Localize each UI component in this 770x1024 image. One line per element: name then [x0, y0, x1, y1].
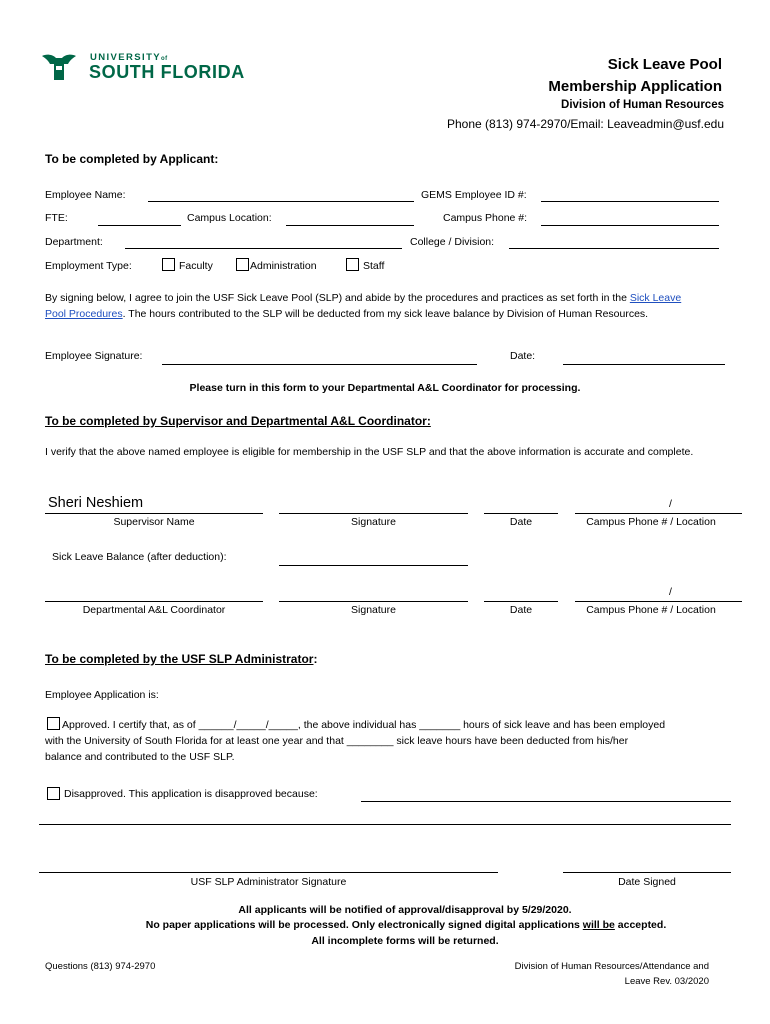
- sick-leave-balance-field[interactable]: [279, 565, 468, 566]
- form-title-line2: Membership Application: [548, 78, 722, 95]
- date-signed-label: Date Signed: [618, 876, 676, 888]
- faculty-checkbox[interactable]: [162, 258, 175, 271]
- coordinator-date-label: Date: [509, 604, 533, 616]
- employment-type-label: Employment Type:: [45, 260, 132, 272]
- footer-questions: Questions (813) 974-2970: [45, 961, 156, 972]
- supervisor-section-heading: To be completed by Supervisor and Departmental A&L Coordinator:: [45, 414, 431, 428]
- supervisor-phone-slash: /: [669, 498, 672, 510]
- college-division-field[interactable]: [509, 248, 719, 249]
- logo-university-text: UNIVERSITY: [90, 52, 162, 63]
- approved-hours-blank[interactable]: _______: [419, 719, 461, 731]
- agreement-text-part2: . The hours contributed to the SLP will be deducted from my sick leave balance by Division of Human Resources.: [122, 308, 649, 320]
- approved-text-line3: balance and contributed to the USF SLP.: [45, 751, 235, 763]
- notice-line2: [0, 919, 770, 931]
- administrator-heading-colon: :: [313, 652, 318, 666]
- agreement-text: [45, 290, 735, 322]
- verify-text: I verify that the above named employee is eligible for membership in the USF SLP and that the above information is accurate and complete.: [45, 446, 694, 458]
- supervisor-phone-location-field[interactable]: [575, 513, 742, 514]
- disapproved-checkbox[interactable]: [47, 787, 60, 800]
- notice-line2-part1: No paper applications will be processed. Only electronically signed digital applications: [145, 919, 583, 931]
- coordinator-name-field[interactable]: [45, 601, 263, 602]
- college-division-label: College / Division:: [410, 236, 495, 248]
- faculty-label: Faculty: [179, 260, 213, 272]
- approved-text-line1b: , the above individual has: [297, 719, 420, 731]
- disapproved-reason-field-line2[interactable]: [39, 824, 731, 825]
- approved-deducted-blank[interactable]: ________: [346, 735, 394, 747]
- division-name: Division of Human Resources: [561, 99, 724, 111]
- coordinator-phone-location-field[interactable]: [575, 601, 742, 602]
- administrator-section-heading: [45, 652, 317, 666]
- notice-line1: All applicants will be notified of approval/disapproval by 5/29/2020.: [238, 904, 572, 916]
- approved-text-line2b: sick leave hours have been deducted from his/her: [393, 735, 629, 747]
- agreement-text-part1: By signing below, I agree to join the USF Sick Leave Pool (SLP) and abide by the procedures and practices as set forth in the: [45, 292, 630, 304]
- administration-checkbox[interactable]: [236, 258, 249, 271]
- supervisor-signature-label: Signature: [351, 516, 396, 528]
- campus-location-field[interactable]: [286, 225, 414, 226]
- approved-date-blank[interactable]: ______/_____/_____: [198, 719, 298, 731]
- supervisor-name-value: Sheri Neshiem: [48, 495, 144, 511]
- logo-south-florida-text: SOUTH FLORIDA: [89, 62, 245, 82]
- notice-line2-will-be: will be: [582, 919, 615, 931]
- administrator-heading-text: To be completed by the USF SLP Administrator: [45, 652, 314, 666]
- department-field[interactable]: [125, 248, 402, 249]
- coordinator-phone-location-label: Campus Phone # / Location: [586, 604, 716, 616]
- employee-name-label: Employee Name:: [45, 189, 126, 201]
- employee-name-field[interactable]: [148, 201, 414, 202]
- disapproved-reason-field[interactable]: [361, 801, 731, 802]
- gems-id-field[interactable]: [541, 201, 719, 202]
- staff-label: Staff: [363, 260, 385, 272]
- date-signed-field[interactable]: [563, 872, 731, 873]
- administration-label: Administration: [250, 260, 317, 272]
- department-label: Department:: [45, 236, 103, 248]
- supervisor-name-label: Supervisor Name: [113, 516, 195, 528]
- staff-checkbox[interactable]: [346, 258, 359, 271]
- supervisor-name-field[interactable]: [45, 513, 263, 514]
- coordinator-date-field[interactable]: [484, 601, 558, 602]
- form-title-line1: Sick Leave Pool: [607, 56, 722, 73]
- fte-label: FTE:: [45, 212, 68, 224]
- applicant-section-heading: To be completed by Applicant:: [45, 152, 219, 166]
- employee-date-label: Date:: [510, 350, 536, 362]
- application-is-label: Employee Application is:: [45, 689, 159, 701]
- footer-department-line2: Leave Rev. 03/2020: [624, 976, 709, 987]
- employee-date-field[interactable]: [563, 364, 725, 365]
- coordinator-phone-slash: /: [669, 586, 672, 598]
- campus-location-label: Campus Location:: [187, 212, 272, 224]
- supervisor-phone-location-label: Campus Phone # / Location: [586, 516, 716, 528]
- approved-text-line1a: Approved. I certify that, as of: [62, 719, 199, 731]
- pool-procedures-link[interactable]: Pool Procedures: [45, 308, 123, 320]
- fte-field[interactable]: [98, 225, 181, 226]
- campus-phone-label: Campus Phone #:: [443, 212, 528, 224]
- coordinator-signature-field[interactable]: [279, 601, 468, 602]
- coordinator-name-label: Departmental A&L Coordinator: [82, 604, 226, 616]
- approved-text-line1c: hours of sick leave and has been employed: [460, 719, 666, 731]
- approved-text: [45, 717, 745, 765]
- admin-signature-label: USF SLP Administrator Signature: [190, 876, 347, 888]
- gems-id-label: GEMS Employee ID #:: [421, 189, 527, 201]
- employee-signature-field[interactable]: [162, 364, 477, 365]
- employee-signature-label: Employee Signature:: [45, 350, 143, 362]
- approved-text-line2a: with the University of South Florida for at least one year and that: [45, 735, 347, 747]
- disapproved-label: Disapproved. This application is disapproved because:: [64, 788, 318, 800]
- footer-department-line1: Division of Human Resources/Attendance and: [514, 961, 709, 972]
- notice-line3: All incomplete forms will be returned.: [311, 935, 499, 947]
- sick-leave-procedures-link[interactable]: Sick Leave: [629, 292, 682, 304]
- supervisor-date-label: Date: [509, 516, 533, 528]
- supervisor-signature-field[interactable]: [279, 513, 468, 514]
- admin-signature-field[interactable]: [39, 872, 498, 873]
- turn-in-note: Please turn in this form to your Departmental A&L Coordinator for processing.: [189, 382, 581, 394]
- supervisor-date-field[interactable]: [484, 513, 558, 514]
- contact-info: Phone (813) 974-2970/Email: Leaveadmin@usf.edu: [446, 117, 724, 131]
- bull-horns-icon: [40, 52, 78, 84]
- notice-line2-part2: accepted.: [614, 919, 667, 931]
- campus-phone-field[interactable]: [541, 225, 719, 226]
- logo-of-text: of: [161, 56, 168, 62]
- sick-leave-balance-label: Sick Leave Balance (after deduction):: [52, 551, 227, 563]
- coordinator-signature-label: Signature: [351, 604, 396, 616]
